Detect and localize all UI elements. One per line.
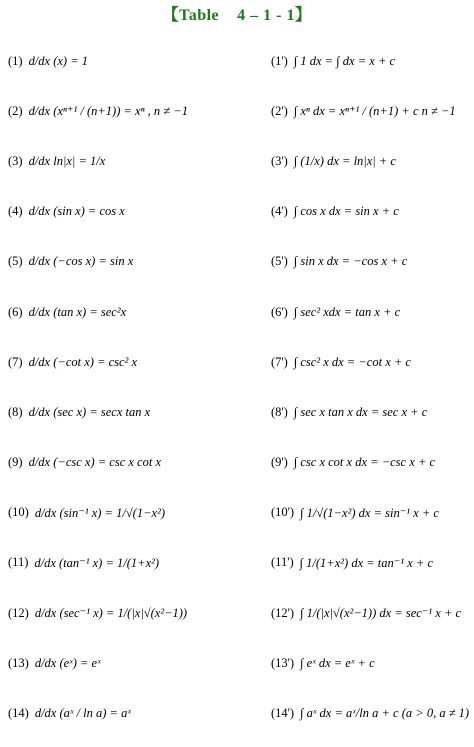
formula-number: (7') (271, 354, 288, 369)
integral-formula (271, 287, 471, 337)
integral-expression: ∫ 1/√(1−x²) dx = sin⁻¹ x + c (300, 505, 439, 520)
derivative-formula (8, 538, 260, 588)
derivative-expression: d/dx (sec⁻¹ x) = 1/(|x|√(x²−1)) (34, 606, 188, 621)
formula-number: (14) (8, 706, 29, 721)
integral-formula (271, 86, 471, 136)
formula-table (0, 36, 474, 739)
formula-number: (2) (8, 103, 23, 118)
integral-expression: ∫ eˣ dx = eˣ + c (300, 655, 375, 670)
formula-number: (3') (271, 153, 288, 168)
formula-number: (1) (8, 53, 23, 68)
derivative-formula (8, 387, 260, 437)
derivative-formula (8, 337, 260, 387)
derivative-formula (8, 86, 260, 136)
formula-number: (13) (8, 655, 29, 670)
formula-number: (10) (8, 505, 29, 520)
integral-expression: ∫ xⁿ dx = xⁿ⁺¹ / (n+1) + c n ≠ −1 (293, 104, 456, 119)
table-title: 【Table 4 – 1 - 1】 (162, 7, 312, 24)
integral-expression: ∫ aˣ dx = aˣ/ln a + c (a > 0, a ≠ 1) (300, 706, 470, 721)
formula-number: (6') (271, 304, 288, 319)
formula-number: (8) (8, 404, 23, 419)
derivative-formula (8, 237, 260, 287)
formula-number: (7) (8, 354, 23, 369)
derivative-formula (8, 488, 260, 538)
formula-number: (13') (271, 655, 295, 670)
derivative-expression: d/dx (eˣ) = eˣ (34, 655, 101, 670)
integral-expression: ∫ 1/(1+x²) dx = tan⁻¹ x + c (299, 555, 434, 570)
derivative-formula (8, 688, 260, 738)
integral-formula (271, 187, 471, 237)
formula-number: (8') (271, 404, 288, 419)
derivative-formula (8, 638, 260, 688)
integral-formula (271, 337, 471, 387)
formula-row (0, 638, 474, 688)
derivative-expression: d/dx (xⁿ⁺¹ / (n+1)) = xⁿ , n ≠ −1 (28, 104, 188, 119)
formula-row (0, 187, 474, 237)
formula-number: (4) (8, 204, 23, 219)
formula-row (0, 588, 474, 638)
derivative-formula (8, 588, 260, 638)
integral-formula (271, 538, 471, 588)
integral-expression: ∫ cos x dx = sin x + c (293, 204, 399, 219)
integral-expression: ∫ csc x cot x dx = −csc x + c (293, 455, 435, 470)
derivative-formula (8, 36, 260, 86)
formula-number: (6) (8, 304, 23, 319)
integral-expression: ∫ sin x dx = −cos x + c (293, 254, 408, 269)
formula-row (0, 136, 474, 186)
derivative-expression: d/dx (tan⁻¹ x) = 1/(1+x²) (34, 555, 160, 570)
integral-formula (271, 36, 471, 86)
integral-expression: ∫ csc² x dx = −cot x + c (293, 354, 411, 369)
formula-number: (11) (8, 555, 29, 570)
integral-expression: ∫ sec² xdx = tan x + c (293, 304, 401, 319)
formula-number: (12') (271, 605, 295, 620)
formula-row (0, 337, 474, 387)
formula-row (0, 86, 474, 136)
integral-expression: ∫ sec x tan x dx = sec x + c (293, 404, 428, 419)
formula-number: (9) (8, 455, 23, 470)
formula-number: (9') (271, 455, 288, 470)
derivative-formula (8, 187, 260, 237)
derivative-formula (8, 287, 260, 337)
derivative-expression: d/dx (−csc x) = csc x cot x (28, 455, 162, 470)
integral-formula (271, 688, 471, 738)
formula-number: (4') (271, 204, 288, 219)
formula-number: (11') (271, 555, 294, 570)
integral-expression: ∫ 1 dx = ∫ dx = x + c (293, 53, 396, 68)
integral-expression: ∫ (1/x) dx = ln|x| + c (293, 153, 396, 168)
formula-number: (10') (271, 505, 295, 520)
formula-row (0, 438, 474, 488)
derivative-formula (8, 136, 260, 186)
formula-number: (14') (271, 706, 295, 721)
formula-row (0, 538, 474, 588)
integral-formula (271, 488, 471, 538)
derivative-formula (8, 438, 260, 488)
formula-number: (3) (8, 153, 23, 168)
integral-formula (271, 588, 471, 638)
derivative-expression: d/dx ln|x| = 1/x (28, 153, 106, 168)
formula-row (0, 287, 474, 337)
formula-row (0, 688, 474, 738)
integral-formula (271, 638, 471, 688)
formula-row (0, 387, 474, 437)
derivative-expression: d/dx (sin⁻¹ x) = 1/√(1−x²) (34, 505, 165, 520)
formula-number: (5') (271, 254, 288, 269)
formula-row (0, 488, 474, 538)
integral-formula (271, 387, 471, 437)
derivative-expression: d/dx (x) = 1 (28, 53, 89, 68)
integral-formula (271, 237, 471, 287)
integral-formula (271, 136, 471, 186)
formula-number: (12) (8, 605, 29, 620)
integral-formula (271, 438, 471, 488)
formula-row (0, 237, 474, 287)
formula-row (0, 36, 474, 86)
integral-expression: ∫ 1/(|x|√(x²−1)) dx = sec⁻¹ x + c (300, 606, 462, 621)
formula-number: (2') (271, 103, 288, 118)
formula-number: (1') (271, 53, 288, 68)
derivative-expression: d/dx (sin x) = cos x (28, 204, 125, 219)
derivative-expression: d/dx (tan x) = sec²x (28, 304, 127, 319)
derivative-expression: d/dx (−cot x) = csc² x (28, 354, 137, 369)
derivative-expression: d/dx (sec x) = secx tan x (28, 404, 151, 419)
derivative-expression: d/dx (aˣ / ln a) = aˣ (34, 706, 131, 721)
formula-number: (5) (8, 254, 23, 269)
derivative-expression: d/dx (−cos x) = sin x (28, 254, 134, 269)
